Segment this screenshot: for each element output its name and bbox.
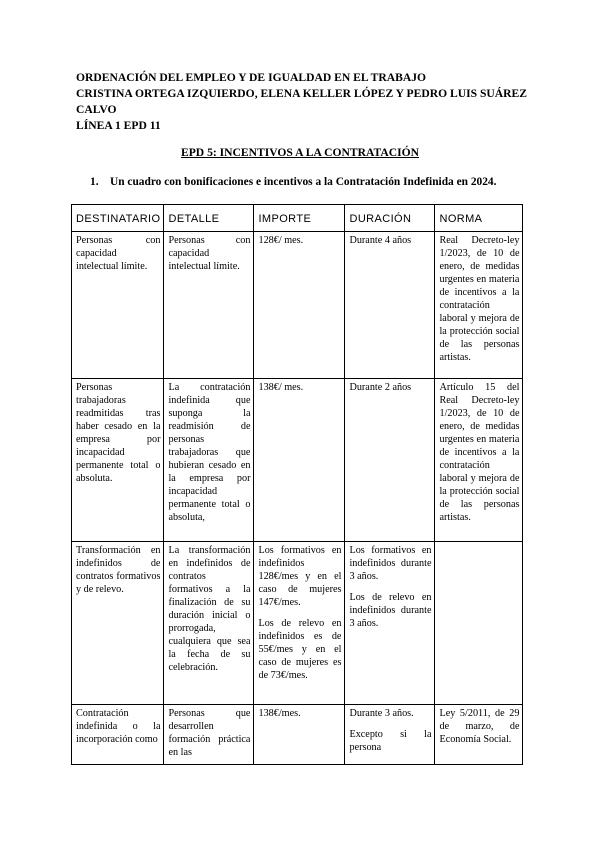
importe-cell [254, 232, 345, 379]
importe-text: Los de relevo en indefinidos es de 55€/mes y en el caso de mujeres es de 73€/mes. [258, 618, 342, 681]
detalle-cell: La contratación indefinida que suponga la readmisión de personas trabajadoras que hubieran cesado en la empresa por incapacidad permanente total o absoluta, [164, 379, 254, 542]
table-row [72, 379, 523, 542]
importe-cell [254, 379, 345, 542]
destinatario-cell: Contratación indefinida o la incorporación como [72, 705, 164, 765]
norma-cell: Artículo 15 del Real Decreto-ley 1/2023, de 10 de enero, de medidas urgentes en materia de incentivos a la contratación laboral y mejora de la protección social de las personas artistas. [435, 379, 523, 542]
column-header: IMPORTE [254, 205, 345, 232]
importe-text: 128€/ mes. [258, 235, 304, 246]
authors-line-continued: CALVO [76, 103, 117, 116]
question-number: 1. [90, 176, 99, 188]
importe-cell [254, 705, 345, 765]
destinatario-cell: Transformación en indefinidos de contratos formativos y de relevo. [72, 542, 164, 705]
importe-text: 138€/ mes. [258, 382, 304, 393]
column-header: DURACIÓN [345, 205, 435, 232]
duracion-cell [345, 379, 435, 542]
norma-cell [435, 542, 523, 705]
duracion-text: Los de relevo en indefinidos durante 3 años. [349, 592, 432, 629]
duracion-text: Durante 2 años [349, 382, 412, 393]
column-header: DESTINATARIO [72, 205, 164, 232]
duracion-text: Los formativos en indefinidos durante 3 años. [349, 545, 432, 582]
detalle-cell: Personas con capacidad intelectual límite. [164, 232, 254, 379]
question-text: Un cuadro con bonificaciones e incentivos a la Contratación Indefinida en 2024. [110, 176, 497, 188]
norma-cell: Ley 5/2011, de 29 de marzo, de Economía Social. [435, 705, 523, 765]
duracion-text: Excepto si la persona [349, 729, 432, 753]
section-title: EPD 5: INCENTIVOS A LA CONTRATACIÓN [180, 146, 419, 159]
column-header: NORMA [435, 205, 523, 232]
detalle-cell: La transformación en indefinidos de contratos formativos a la finalización de su duración inicial o prorrogada, cualquiera que sea la fecha de su celebración. [164, 542, 254, 705]
group-line: LÍNEA 1 EPD 11 [76, 119, 161, 132]
column-header: DETALLE [164, 205, 254, 232]
authors-line: CRISTINA ORTEGA IZQUIERDO, ELENA KELLER LÓPEZ Y PEDRO LUIS SUÁREZ [76, 87, 527, 100]
course-title: ORDENACIÓN DEL EMPLEO Y DE IGUALDAD EN EL TRABAJO [76, 71, 427, 84]
question-heading [90, 176, 496, 188]
table-row [72, 705, 523, 765]
importe-text: Los formativos en indefinidos 128€/mes y en el caso de mujeres 147€/mes. [258, 545, 342, 608]
duracion-cell [345, 705, 435, 765]
duracion-text: Durante 3 años. [349, 708, 414, 719]
destinatario-cell: Personas con capacidad intelectual límite. [72, 232, 164, 379]
table-header-row [72, 205, 523, 232]
document-header [76, 70, 527, 134]
duracion-text: Durante 4 años [349, 235, 412, 246]
norma-cell: Real Decreto-ley 1/2023, de 10 de enero, de medidas urgentes en materia de incentivos a la contratación laboral y mejora de la protección social de las personas artistas. [435, 232, 523, 379]
detalle-cell: Personas que desarrollen formación práctica en las [164, 705, 254, 765]
table-row [72, 232, 523, 379]
incentives-table [71, 204, 523, 765]
importe-cell [254, 542, 345, 705]
duracion-cell [345, 542, 435, 705]
table-row [72, 542, 523, 705]
duracion-cell [345, 232, 435, 379]
importe-text: 138€/mes. [258, 708, 301, 719]
destinatario-cell: Personas trabajadoras readmitidas tras haber cesado en la empresa por incapacidad permanente total o absoluta. [72, 379, 164, 542]
